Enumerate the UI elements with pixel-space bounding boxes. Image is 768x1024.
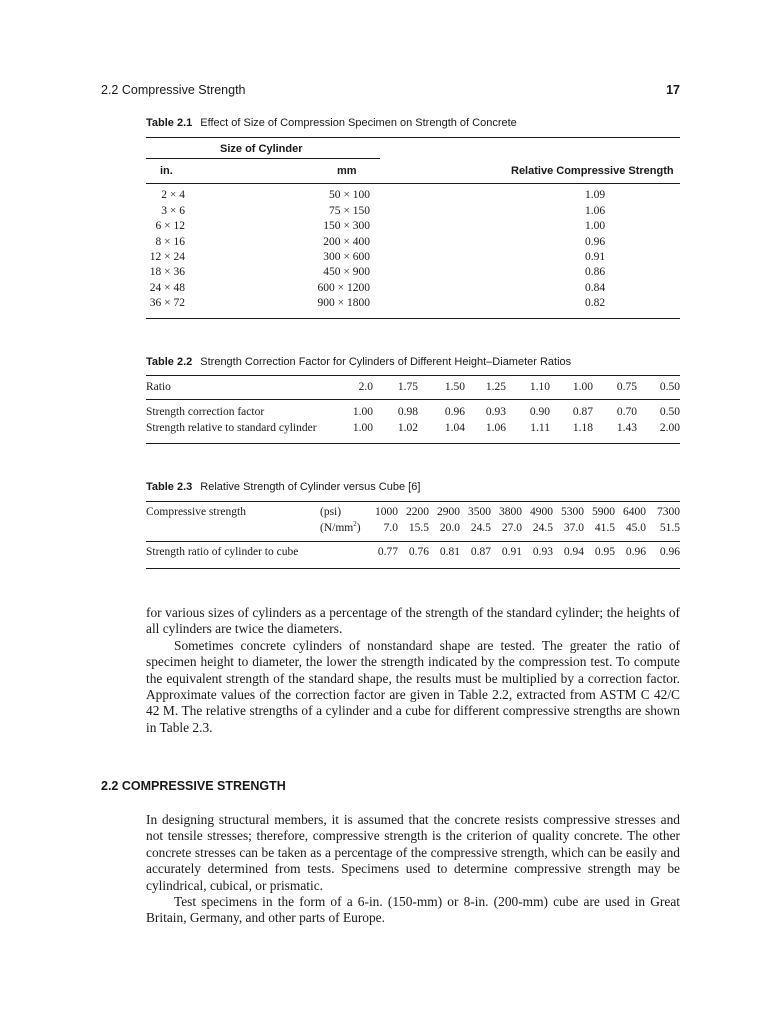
table-cell: 0.91: [501, 546, 522, 558]
table-cell: 2900: [437, 506, 460, 518]
table-cell: 0.95: [594, 546, 615, 558]
table-cell: 37.0: [563, 522, 584, 534]
cell-mm: 300 × 600: [323, 251, 370, 263]
cell-in: 8 × 16: [155, 236, 185, 248]
running-header-section: 2.2 Compressive Strength: [101, 83, 246, 97]
table-cell: 0.96: [659, 546, 680, 558]
paragraph: for various sizes of cylinders as a percentage of the strength of the standard cylinder; the heights of all cylinders are twice the diameters.: [146, 605, 680, 637]
table-cell: 3800: [499, 506, 522, 518]
table-cell: 1.04: [444, 422, 465, 434]
table-2-2-top-rule: [146, 375, 680, 376]
table-cell: 20.0: [439, 522, 460, 534]
table-cell: 1.25: [485, 381, 506, 393]
table-cell: 1.00: [352, 422, 373, 434]
cell-strength: 0.91: [584, 251, 606, 263]
cell-mm: 150 × 300: [323, 220, 370, 232]
table-2-3-unit-psi: (psi): [320, 506, 342, 518]
table-cell: 45.0: [625, 522, 646, 534]
table-2-3-ratio-label: Strength ratio of cylinder to cube: [146, 546, 299, 558]
table-cell: 0.93: [485, 406, 506, 418]
table-cell: 24.5: [532, 522, 553, 534]
table-cell: 2.0: [358, 381, 373, 393]
table-2-2-bottom-rule: [146, 443, 680, 444]
table-2-2-row2-label: Strength relative to standard cylinder: [146, 422, 317, 434]
cell-mm: 200 × 400: [323, 236, 370, 248]
cell-in: 2 × 4: [161, 189, 185, 201]
table-cell: 5300: [561, 506, 584, 518]
cell-mm: 450 × 900: [323, 266, 370, 278]
table-cell: 1.50: [444, 381, 465, 393]
table-cell: 0.50: [659, 406, 680, 418]
cell-in: 36 × 72: [149, 297, 185, 309]
table-2-3-caption: [146, 481, 420, 493]
table-cell: 1.18: [572, 422, 593, 434]
table-2-2-ratio-label: Ratio: [146, 381, 171, 393]
table-cell: 5900: [592, 506, 615, 518]
cell-mm: 75 × 150: [329, 205, 370, 217]
table-cell: 0.96: [625, 546, 646, 558]
cell-strength: 0.86: [584, 266, 606, 278]
cell-strength: 1.06: [584, 205, 606, 217]
table-cell: 0.75: [616, 381, 637, 393]
table-2-1-group-rule: [146, 158, 380, 159]
table-cell: 15.5: [408, 522, 429, 534]
table-2-1-top-rule: [146, 137, 680, 138]
table-2-1-title: Effect of Size of Compression Specimen on Strength of Concrete: [200, 117, 517, 129]
table-cell: 0.96: [444, 406, 465, 418]
body-text-block-2: [146, 812, 680, 927]
table-2-1-caption: [146, 117, 517, 129]
table-2-1-col-mm: mm: [337, 165, 357, 177]
table-cell: 2.00: [659, 422, 680, 434]
cell-strength: 0.82: [584, 297, 606, 309]
cell-strength: 1.09: [584, 189, 606, 201]
table-cell: 0.98: [397, 406, 418, 418]
cell-mm: 50 × 100: [329, 189, 370, 201]
table-2-3-title: Relative Strength of Cylinder versus Cube [6]: [200, 481, 421, 493]
table-2-3-unit-nmm: $(N/mm^2)$: [320, 520, 361, 534]
table-cell: 1.02: [397, 422, 418, 434]
table-2-3-row1-label: Compressive strength: [146, 506, 246, 518]
table-cell: 1.11: [530, 422, 550, 434]
table-cell: 0.93: [532, 546, 553, 558]
table-cell: 0.87: [572, 406, 593, 418]
cell-in: 6 × 12: [155, 220, 185, 232]
table-2-2-caption: [146, 356, 571, 368]
table-cell: 27.0: [501, 522, 522, 534]
table-2-1-bottom-rule: [146, 318, 680, 319]
table-cell: 0.50: [659, 381, 680, 393]
table-cell: 0.70: [616, 406, 637, 418]
table-cell: 0.77: [377, 546, 398, 558]
cell-in: 24 × 48: [149, 282, 185, 294]
table-cell: 1.00: [572, 381, 593, 393]
table-2-3-label: Table 2.3: [146, 481, 193, 493]
table-2-3-bottom-rule: [146, 568, 680, 569]
table-2-1-label: Table 2.1: [146, 117, 193, 129]
table-2-1-header-rule: [146, 183, 680, 184]
cell-in: 3 × 6: [161, 205, 185, 217]
table-cell: 0.76: [408, 546, 429, 558]
table-cell: 1.75: [397, 381, 418, 393]
table-cell: 0.87: [470, 546, 491, 558]
table-cell: 7.0: [383, 522, 398, 534]
page-number: 17: [666, 83, 680, 97]
section-heading: 2.2 COMPRESSIVE STRENGTH: [101, 779, 286, 793]
table-cell: 7300: [657, 506, 680, 518]
table-cell: 0.81: [439, 546, 460, 558]
table-cell: 1000: [375, 506, 398, 518]
cell-in: 18 × 36: [149, 266, 185, 278]
cell-in: 12 × 24: [149, 251, 185, 263]
paragraph: Test specimens in the form of a 6-in. (150-mm) or 8-in. (200-mm) cube are used in Great Britain, Germany, and other parts of Europe.: [146, 894, 680, 926]
paragraph: Sometimes concrete cylinders of nonstandard shape are tested. The greater the ratio of specimen height to diameter, the lower the strength indicated by the compression test. To compute the equivalent strength of the standard shape, the results must be multiplied by a correction factor. Approximate values of the correction factor are given in Table 2.2, extracted from ASTM C 42/C 42 M. The relative strengths of a cylinder and a cube for different compressive strengths are shown in Table 2.3.: [146, 637, 680, 735]
table-2-1-col-in: in.: [160, 165, 173, 177]
table-cell: 41.5: [594, 522, 615, 534]
table-cell: 51.5: [659, 522, 680, 534]
table-cell: 0.90: [529, 406, 550, 418]
cell-strength: 0.84: [584, 282, 606, 294]
table-2-2-label: Table 2.2: [146, 356, 193, 368]
table-2-2-header-rule: [146, 399, 680, 400]
cell-mm: 600 × 1200: [317, 282, 370, 294]
table-2-3-top-rule: [146, 501, 680, 502]
paragraph: In designing structural members, it is assumed that the concrete resists compressive stresses and not tensile stresses; therefore, compressive strength is the criterion of quality concrete. The other concrete stresses can be taken as a percentage of the compressive strength, which can be easily and accurately determined from tests. Specimens used to determine compressive strength may be cylindrical, cubical, or prismatic.: [146, 812, 680, 893]
table-cell: 1.43: [616, 422, 637, 434]
table-cell: 4900: [530, 506, 553, 518]
table-cell: 1.10: [529, 381, 550, 393]
table-cell: 2200: [406, 506, 429, 518]
body-text-block-1: [146, 605, 680, 736]
table-cell: 6400: [623, 506, 646, 518]
cell-mm: 900 × 1800: [317, 297, 370, 309]
cell-strength: 1.00: [584, 220, 606, 232]
table-2-1-group-header: Size of Cylinder: [220, 143, 303, 155]
table-2-2-row1-label: Strength correction factor: [146, 406, 265, 418]
table-cell: 24.5: [470, 522, 491, 534]
table-2-2-title: Strength Correction Factor for Cylinders of Different Height–Diameter Ratios: [200, 356, 572, 368]
table-cell: 1.00: [352, 406, 373, 418]
table-2-3-mid-rule: [146, 541, 680, 542]
table-cell: 1.06: [485, 422, 506, 434]
cell-strength: 0.96: [584, 236, 606, 248]
table-2-1-col-strength: Relative Compressive Strength: [511, 165, 674, 177]
table-cell: 3500: [468, 506, 491, 518]
table-cell: 0.94: [563, 546, 584, 558]
